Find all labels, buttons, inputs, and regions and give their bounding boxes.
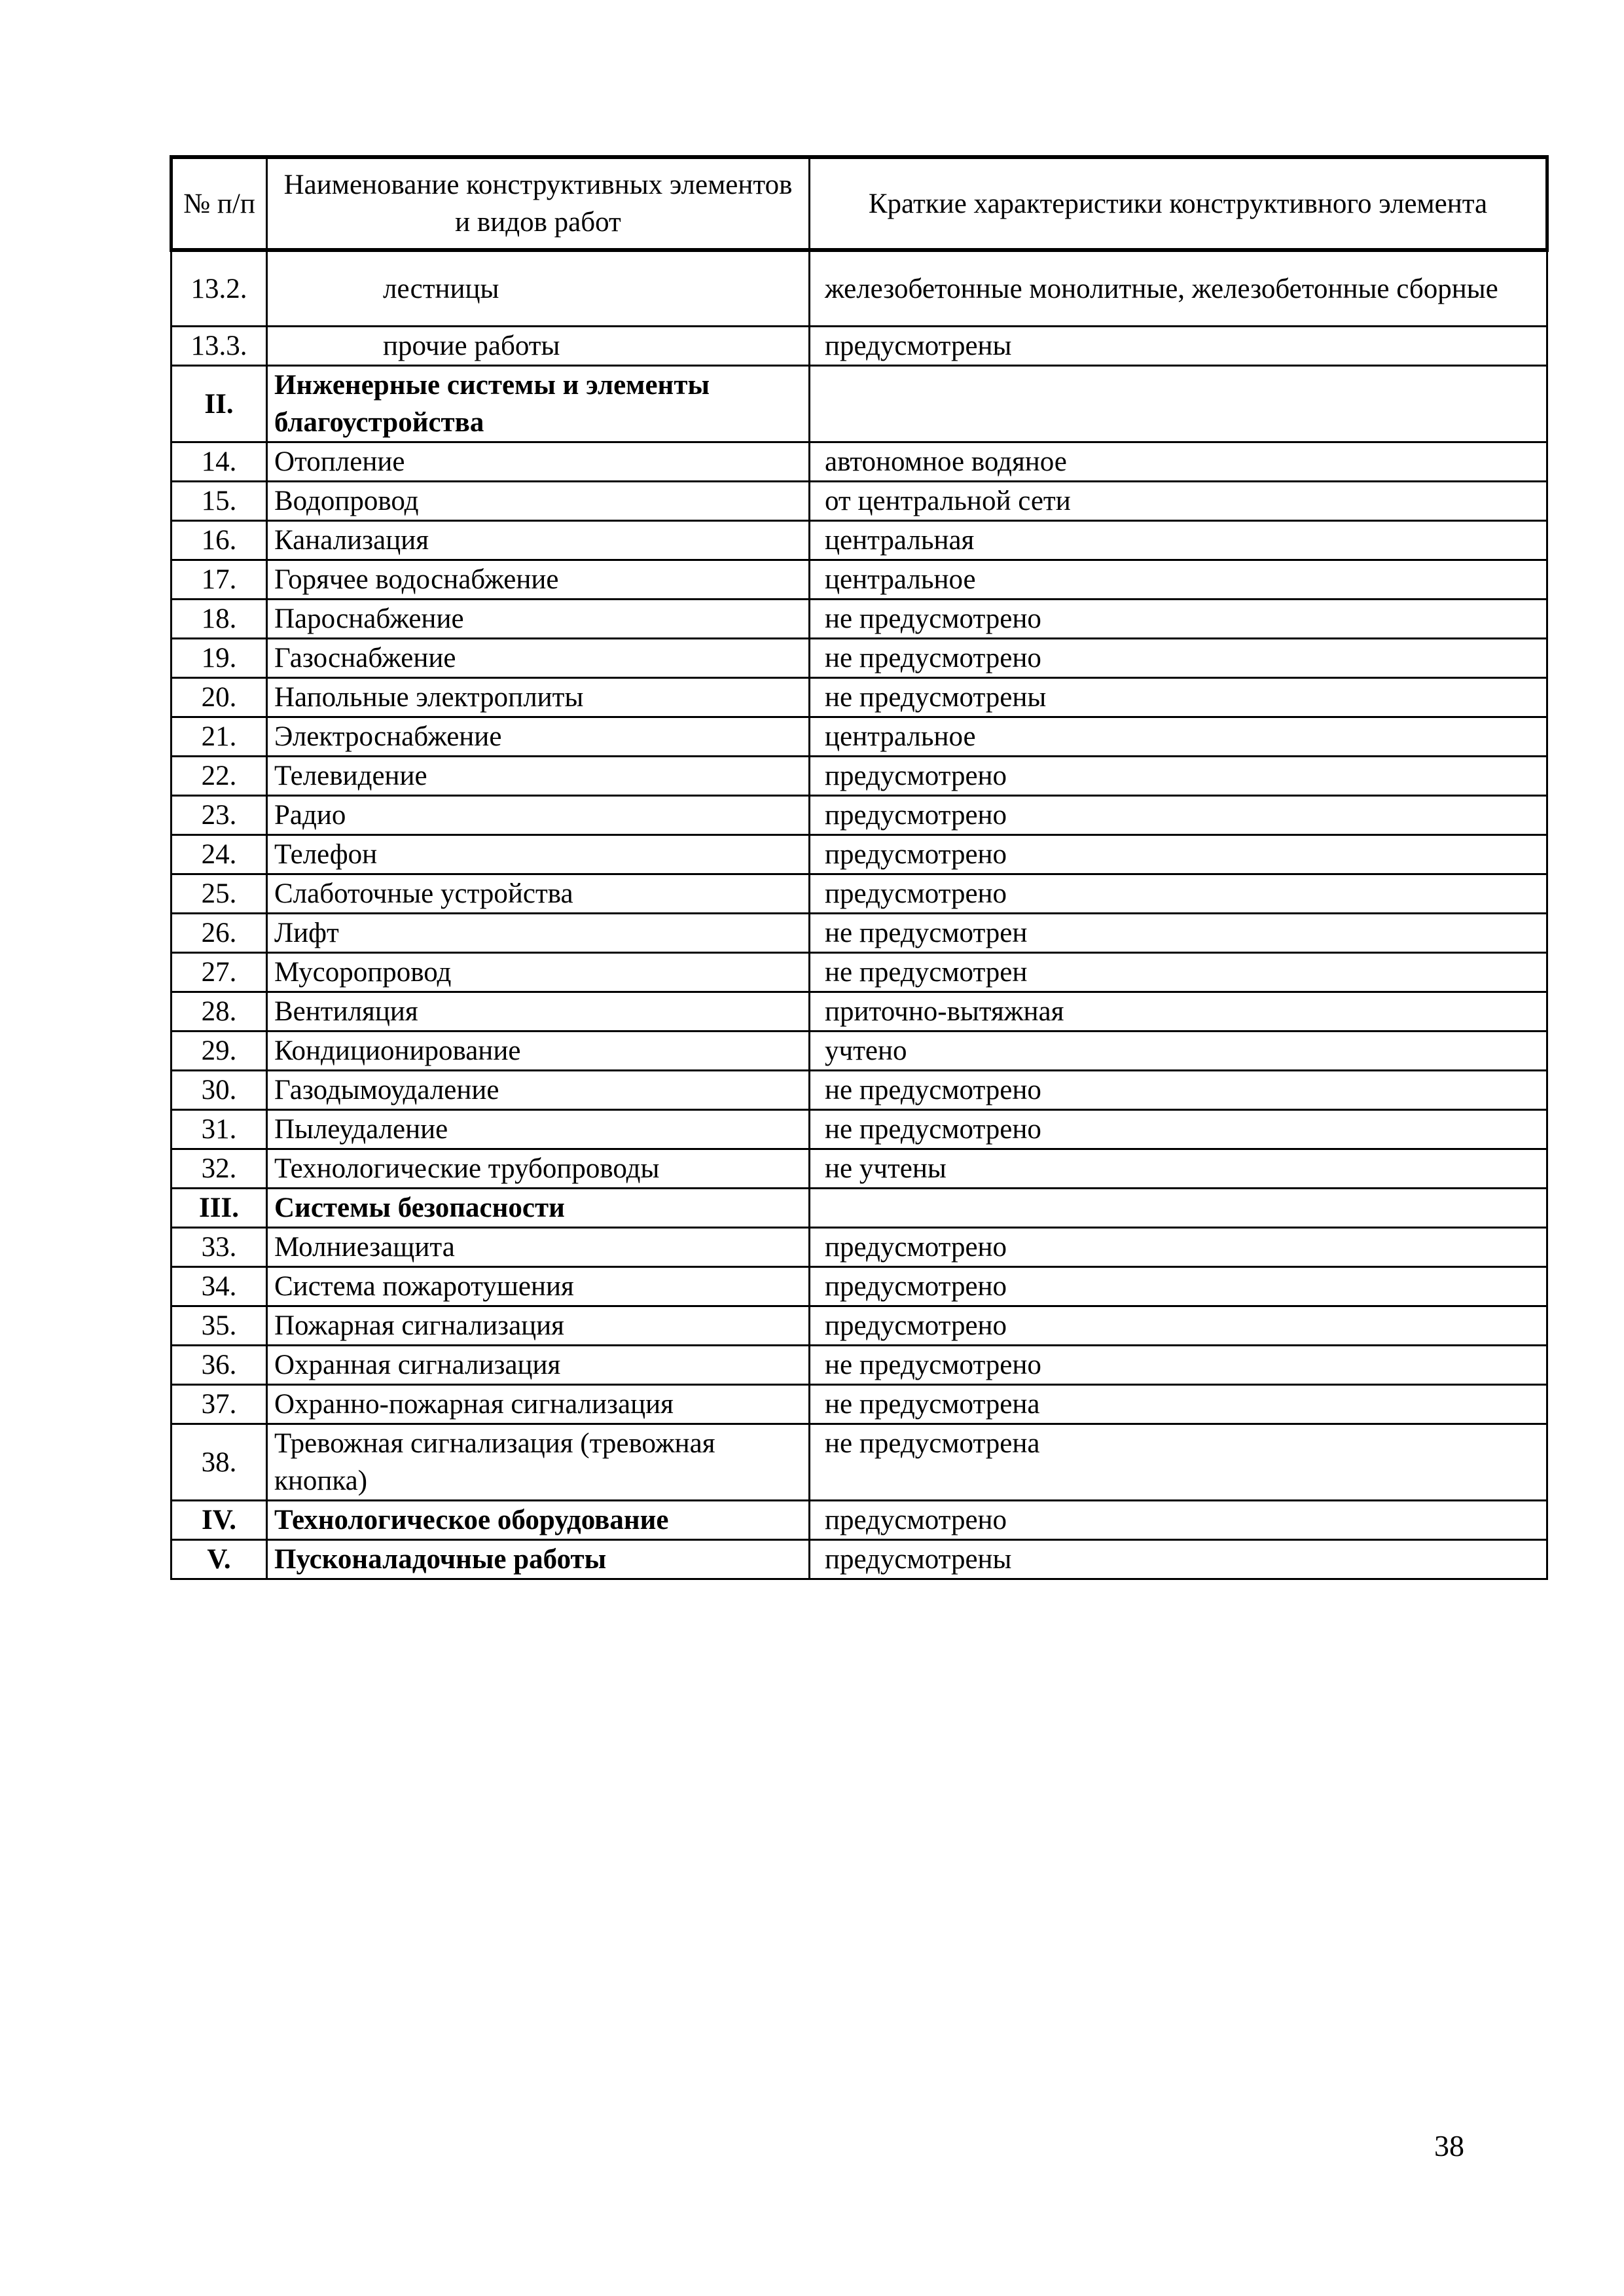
header-description: Краткие характеристики конструктивного элемента — [810, 157, 1547, 250]
row-description: не предусмотрен — [810, 914, 1547, 953]
section-row — [171, 366, 1547, 442]
row-name: Лифт — [267, 914, 810, 953]
table-row — [171, 1110, 1547, 1149]
row-name: Системы безопасности — [267, 1189, 810, 1228]
row-number: 27. — [171, 953, 267, 992]
row-number: 28. — [171, 992, 267, 1031]
table-header-row — [171, 157, 1547, 250]
row-name: Тревожная сигнализация (тревожная кнопка) — [267, 1424, 810, 1501]
row-name: Горячее водоснабжение — [267, 560, 810, 600]
row-description: предусмотрено — [810, 874, 1547, 914]
table-row — [171, 1267, 1547, 1306]
row-name: Охранная сигнализация — [267, 1346, 810, 1385]
row-name: Система пожаротушения — [267, 1267, 810, 1306]
table-row — [171, 442, 1547, 482]
row-name: Слаботочные устройства — [267, 874, 810, 914]
table-row — [171, 600, 1547, 639]
table-row — [171, 1306, 1547, 1346]
row-description: не предусмотрена — [810, 1385, 1547, 1424]
row-name: Технологические трубопроводы — [267, 1149, 810, 1189]
row-number: II. — [171, 366, 267, 442]
row-description: не предусмотрено — [810, 1346, 1547, 1385]
table-row — [171, 560, 1547, 600]
row-description — [810, 366, 1547, 442]
table-row — [171, 1149, 1547, 1189]
row-number: 33. — [171, 1228, 267, 1267]
row-description: не предусмотрено — [810, 639, 1547, 678]
row-name: лестницы — [267, 250, 810, 327]
row-description: учтено — [810, 1031, 1547, 1071]
table-row — [171, 327, 1547, 366]
table-row — [171, 1071, 1547, 1110]
table-row — [171, 914, 1547, 953]
header-number: № п/п — [171, 157, 267, 250]
table-row — [171, 796, 1547, 835]
row-name: Молниезащита — [267, 1228, 810, 1267]
section-row — [171, 1189, 1547, 1228]
row-description: не предусмотрен — [810, 953, 1547, 992]
row-number: 32. — [171, 1149, 267, 1189]
table-row — [171, 992, 1547, 1031]
row-description: предусмотрено — [810, 1306, 1547, 1346]
header-name: Наименование конструктивных элементов и видов работ — [267, 157, 810, 250]
row-number: V. — [171, 1540, 267, 1579]
row-number: 35. — [171, 1306, 267, 1346]
row-name: Газоснабжение — [267, 639, 810, 678]
row-description: не предусмотрены — [810, 678, 1547, 717]
row-description: не предусмотрено — [810, 1110, 1547, 1149]
row-description: предусмотрено — [810, 1501, 1547, 1540]
row-description: железобетонные монолитные, железобетонные сборные — [810, 250, 1547, 327]
row-description: центральное — [810, 560, 1547, 600]
row-number: 22. — [171, 757, 267, 796]
row-number: 25. — [171, 874, 267, 914]
row-name: Отопление — [267, 442, 810, 482]
section-row — [171, 1540, 1547, 1579]
table-row — [171, 1385, 1547, 1424]
table-row — [171, 757, 1547, 796]
page-number: 38 — [1434, 2129, 1464, 2162]
row-number: 26. — [171, 914, 267, 953]
table-row — [171, 639, 1547, 678]
row-name: Канализация — [267, 521, 810, 560]
row-description: предусмотрены — [810, 327, 1547, 366]
row-description: предусмотрено — [810, 1267, 1547, 1306]
row-name: Телевидение — [267, 757, 810, 796]
row-name: Напольные электроплиты — [267, 678, 810, 717]
row-number: 37. — [171, 1385, 267, 1424]
row-description: автономное водяное — [810, 442, 1547, 482]
row-description: предусмотрено — [810, 1228, 1547, 1267]
row-number: 16. — [171, 521, 267, 560]
row-description: предусмотрено — [810, 757, 1547, 796]
row-number: 15. — [171, 482, 267, 521]
row-number: 13.2. — [171, 250, 267, 327]
row-name: Пылеудаление — [267, 1110, 810, 1149]
row-name: Технологическое оборудование — [267, 1501, 810, 1540]
row-number: 36. — [171, 1346, 267, 1385]
row-description: центральное — [810, 717, 1547, 757]
row-name: Пароснабжение — [267, 600, 810, 639]
row-number: 18. — [171, 600, 267, 639]
row-number: IV. — [171, 1501, 267, 1540]
table-row — [171, 1424, 1547, 1501]
row-description: предусмотрено — [810, 796, 1547, 835]
table-row — [171, 678, 1547, 717]
table-row — [171, 953, 1547, 992]
row-name: прочие работы — [267, 327, 810, 366]
row-description: от центральной сети — [810, 482, 1547, 521]
row-number: 19. — [171, 639, 267, 678]
row-name: Газодымоудаление — [267, 1071, 810, 1110]
row-name: Радио — [267, 796, 810, 835]
row-name: Вентиляция — [267, 992, 810, 1031]
row-number: 30. — [171, 1071, 267, 1110]
row-name: Охранно-пожарная сигнализация — [267, 1385, 810, 1424]
row-name: Инженерные системы и элементы благоустройства — [267, 366, 810, 442]
row-name: Телефон — [267, 835, 810, 874]
table-row — [171, 1228, 1547, 1267]
characteristics-table — [170, 155, 1549, 1580]
row-description: не предусмотрено — [810, 600, 1547, 639]
row-number: 13.3. — [171, 327, 267, 366]
table-row — [171, 874, 1547, 914]
row-description — [810, 1189, 1547, 1228]
section-row — [171, 1501, 1547, 1540]
row-description: не предусмотрена — [810, 1424, 1547, 1501]
table-row — [171, 521, 1547, 560]
row-description: предусмотрено — [810, 835, 1547, 874]
table-row — [171, 835, 1547, 874]
row-number: 17. — [171, 560, 267, 600]
row-number: 31. — [171, 1110, 267, 1149]
row-description: не учтены — [810, 1149, 1547, 1189]
row-name: Водопровод — [267, 482, 810, 521]
row-number: 21. — [171, 717, 267, 757]
row-description: приточно-вытяжная — [810, 992, 1547, 1031]
row-number: 34. — [171, 1267, 267, 1306]
table-row — [171, 1346, 1547, 1385]
row-name: Кондиционирование — [267, 1031, 810, 1071]
row-number: 29. — [171, 1031, 267, 1071]
row-number: 23. — [171, 796, 267, 835]
row-description: не предусмотрено — [810, 1071, 1547, 1110]
row-name: Пусконаладочные работы — [267, 1540, 810, 1579]
row-name: Пожарная сигнализация — [267, 1306, 810, 1346]
row-number: 14. — [171, 442, 267, 482]
row-number: 24. — [171, 835, 267, 874]
row-name: Электроснабжение — [267, 717, 810, 757]
table-row — [171, 250, 1547, 327]
row-description: предусмотрены — [810, 1540, 1547, 1579]
row-number: III. — [171, 1189, 267, 1228]
row-description: центральная — [810, 521, 1547, 560]
table-row — [171, 482, 1547, 521]
row-number: 20. — [171, 678, 267, 717]
table-row — [171, 717, 1547, 757]
row-name: Мусоропровод — [267, 953, 810, 992]
row-number: 38. — [171, 1424, 267, 1501]
table-row — [171, 1031, 1547, 1071]
